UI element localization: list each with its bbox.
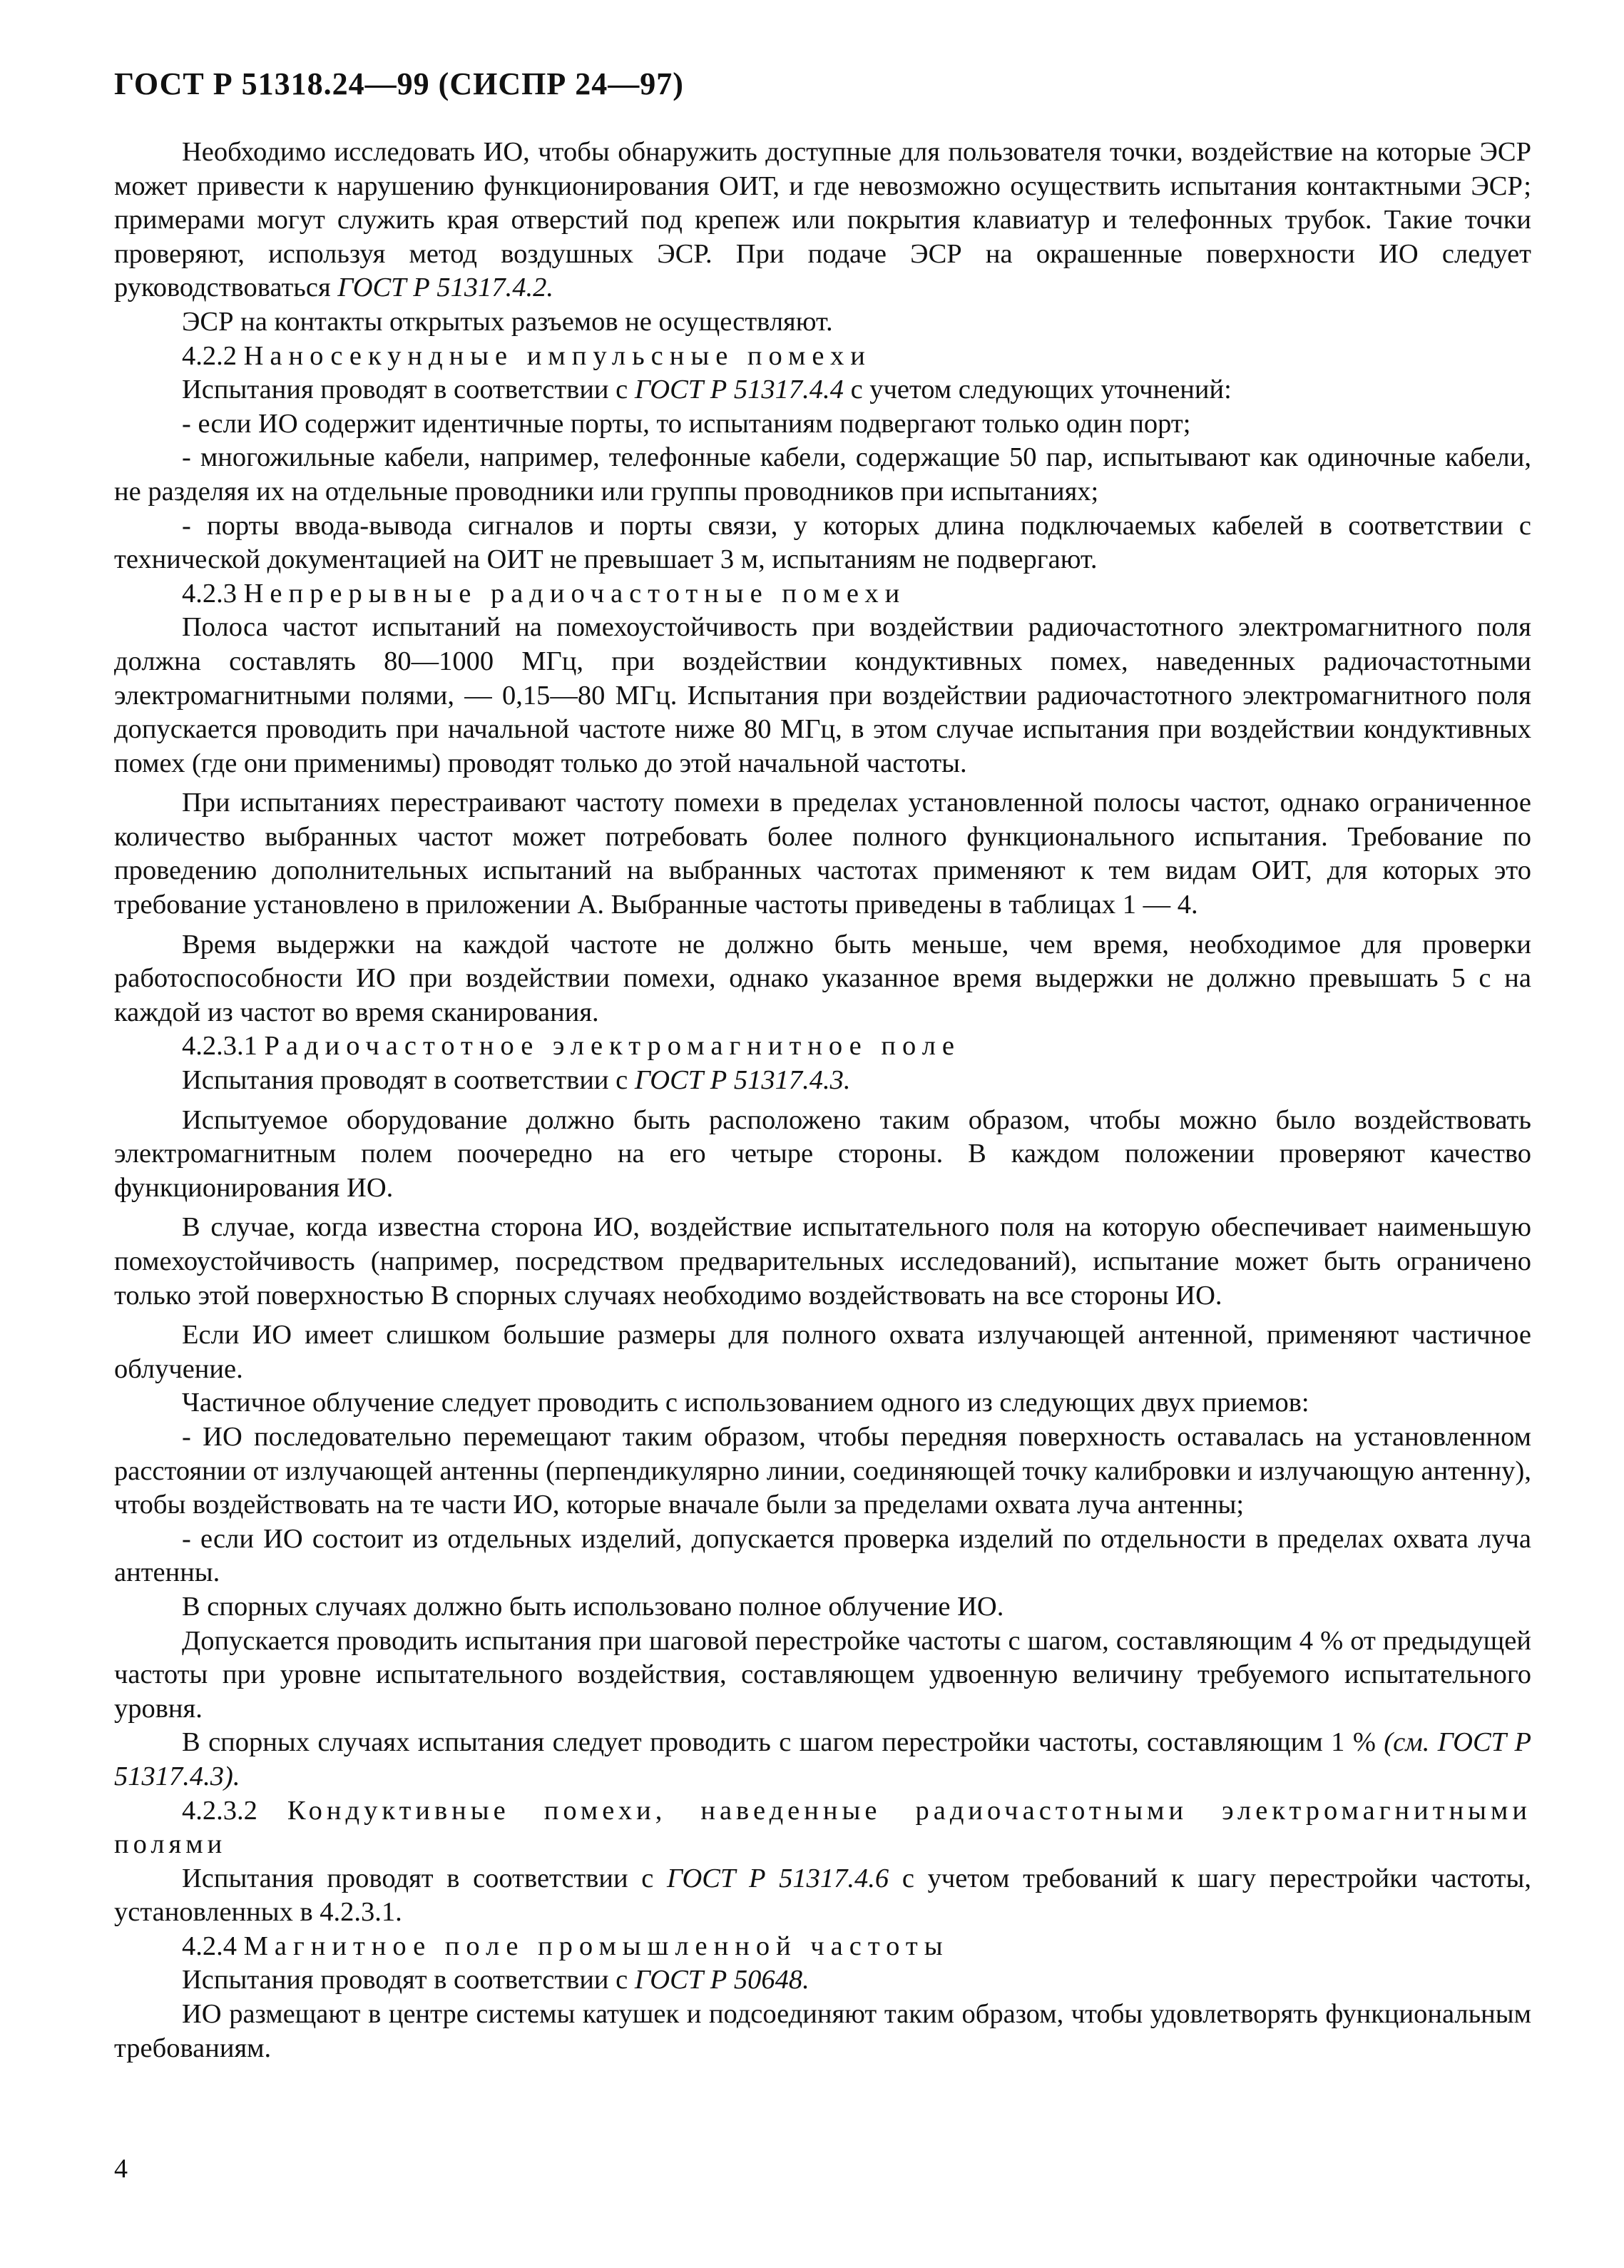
standard-reference: ГОСТ Р 51317.4.4 (634, 375, 844, 405)
paragraph: ЭСР на контакты открытых разъемов не осуществляют. (182, 306, 833, 337)
section-heading-4-2-3 (114, 577, 1531, 611)
paragraph: При испытаниях перестраивают частоту помехи в пределах установленной полосы частот, однако ограниченное количество выбранных частот может потребовать более полного функционального испытания. Требование по проведению дополнительных испытаний на выбранных частотах применяют к тем видам ОИТ, для которых это требование установлено в приложении А. Выбранные частоты приведены в таблицах 1 — 4. (114, 788, 1531, 920)
paragraph: Время выдержки на каждой частоте не должно быть меньше, чем время, необходимое для проверки работоспособности ИО при воздействии помехи, однако указанное время выдержки не должно превышать 5 с на каждой из частот во время сканирования. (114, 929, 1531, 1027)
paragraph (114, 373, 1531, 407)
paragraph-text: В спорных случаях испытания следует проводить с шагом перестройки частоты, составляющим 1 % (182, 1727, 1384, 1758)
paragraph: Полоса частот испытаний на помехоустойчивость при воздействии радиочастотного электромагнитного поля должна составлять 80—1000 МГц, при воздействии кондуктивных помех, наведенных радиочастотными электромагнитными полями, — 0,15—80 МГц. Испытания при воздействии радиочастотного электромагнитного поля допускается проводить при начальной частоте ниже 80 МГц, в этом случае испытания при воздействии кондуктивных помех (где они применимы) проводят только до этой начальной частоты. (114, 612, 1531, 778)
paragraph-text: с учетом требований к шагу перестройки частоты, установленных в 4.2.3.1. (114, 1863, 1531, 1928)
paragraph (114, 1862, 1531, 1930)
page-number: 4 (114, 2154, 128, 2184)
paragraph: ИО размещают в центре системы катушек и подсоединяют таким образом, чтобы удовлетворять функциональным требованиям. (114, 1999, 1531, 2063)
paragraph-text: Испытания проводят в соответствии с (182, 1065, 635, 1096)
section-number: 4.2.2 (182, 340, 237, 371)
paragraph-text: с учетом следующих уточнений: (843, 375, 1232, 405)
paragraph (114, 1963, 1531, 1998)
section-number: 4.2.4 (182, 1931, 237, 1961)
standard-reference: (см. ГОСТ Р 51317.4.3). (114, 1727, 1531, 1791)
section-title: Непрерывные радиочастотные помехи (243, 578, 907, 609)
section-number: 4.2.3 (182, 578, 237, 609)
standard-reference: ГОСТ Р 51317.4.2. (337, 273, 553, 303)
document-body (114, 136, 1531, 2065)
standard-reference: ГОСТ Р 51317.4.3. (634, 1065, 851, 1096)
paragraph-text: Испытания проводят в соответствии с (182, 1965, 635, 1995)
section-heading-4-2-3-1 (114, 1029, 1531, 1064)
paragraph (114, 1726, 1531, 1794)
paragraph: Допускается проводить испытания при шаговой перестройке частоты с шагом, составляющим 4 % от предыдущей частоты при уровне испытательного воздействия, составляющем удвоенную величину требуемого испытательного уровня. (114, 1625, 1531, 1724)
paragraph-text: Необходимо исследовать ИО, чтобы обнаружить доступные для пользователя точки, воздействие на которые ЭСР может привести к нарушению функционирования ОИТ, и где невозможно осуществить испытания контактными ЭСР; примерами могут служить края отверстий под крепеж или покрытия клавиатур и телефонных трубок. Такие точки проверяют, используя метод воздушных ЭСР. При подаче ЭСР на окрашенные поверхности ИО следует руководствоваться (114, 137, 1531, 303)
section-title: Магнитное поле промышленной частоты (243, 1931, 949, 1961)
standard-reference: ГОСТ Р 50648. (634, 1965, 810, 1995)
list-item: - если ИО состоит из отдельных изделий, допускается проверка изделий по отдельности в пределах охвата луча антенны. (114, 1523, 1531, 1588)
paragraph-text: Испытания проводят в соответствии с (182, 1863, 668, 1893)
paragraph: Если ИО имеет слишком большие размеры для полного охвата излучающей антенной, применяют частичное облучение. (114, 1320, 1531, 1384)
section-heading-4-2-3-2 (114, 1794, 1531, 1862)
paragraph: Испытуемое оборудование должно быть расположено таким образом, чтобы можно было воздействовать электромагнитным полем поочередно на его четыре стороны. В каждом положении проверяют качество функционирования ИО. (114, 1104, 1531, 1203)
paragraph: Частичное облучение следует проводить с использованием одного из следующих двух приемов: (182, 1388, 1309, 1418)
list-item: - если ИО содержит идентичные порты, то испытаниям подвергают только один порт; (182, 408, 1191, 439)
paragraph: В случае, когда известна сторона ИО, воздействие испытательного поля на которую обеспечивает наименьшую помехоустойчивость (например, посредством предварительных исследований), испытание может быть ограничено только этой поверхностью В спорных случаях необходимо воздействовать на все стороны ИО. (114, 1212, 1531, 1311)
section-heading-4-2-4 (114, 1930, 1531, 1964)
section-title: Наносекундные импульсные помехи (243, 340, 872, 371)
paragraph: В спорных случаях должно быть использовано полное облучение ИО. (182, 1591, 1004, 1622)
section-title: Радиочастотное электромагнитное поле (264, 1031, 961, 1062)
section-number: 4.2.3.1 (182, 1031, 257, 1062)
document-header: ГОСТ Р 51318.24—99 (СИСПР 24—97) (114, 66, 684, 101)
list-item: - многожильные кабели, например, телефонные кабели, содержащие 50 пар, испытывают как одиночные кабели, не разделяя их на отдельные проводники или группы проводников при испытаниях; (114, 442, 1531, 507)
standard-reference: ГОСТ Р 51317.4.6 (667, 1863, 889, 1893)
section-heading-4-2-2 (114, 340, 1531, 374)
section-title: Кондуктивные помехи, наведенные радиочастотными электромагнитными полями (114, 1795, 1532, 1860)
section-number: 4.2.3.2 (182, 1795, 257, 1826)
list-item: - порты ввода-вывода сигналов и порты связи, у которых длина подключаемых кабелей в соответствии с технической документацией на ОИТ не превышает 3 м, испытаниям не подвергают. (114, 510, 1531, 575)
paragraph-text: Испытания проводят в соответствии с (182, 375, 635, 405)
list-item: - ИО последовательно перемещают таким образом, чтобы передняя поверхность оставалась на установленном расстоянии от излучающей антенны (перпендикулярно линии, соединяющей точку калибровки и излучающую антенну), чтобы воздействовать на те части ИО, которые вначале были за пределами охвата луча антенны; (114, 1421, 1531, 1520)
paragraph (114, 1064, 1531, 1098)
paragraph (114, 136, 1531, 305)
